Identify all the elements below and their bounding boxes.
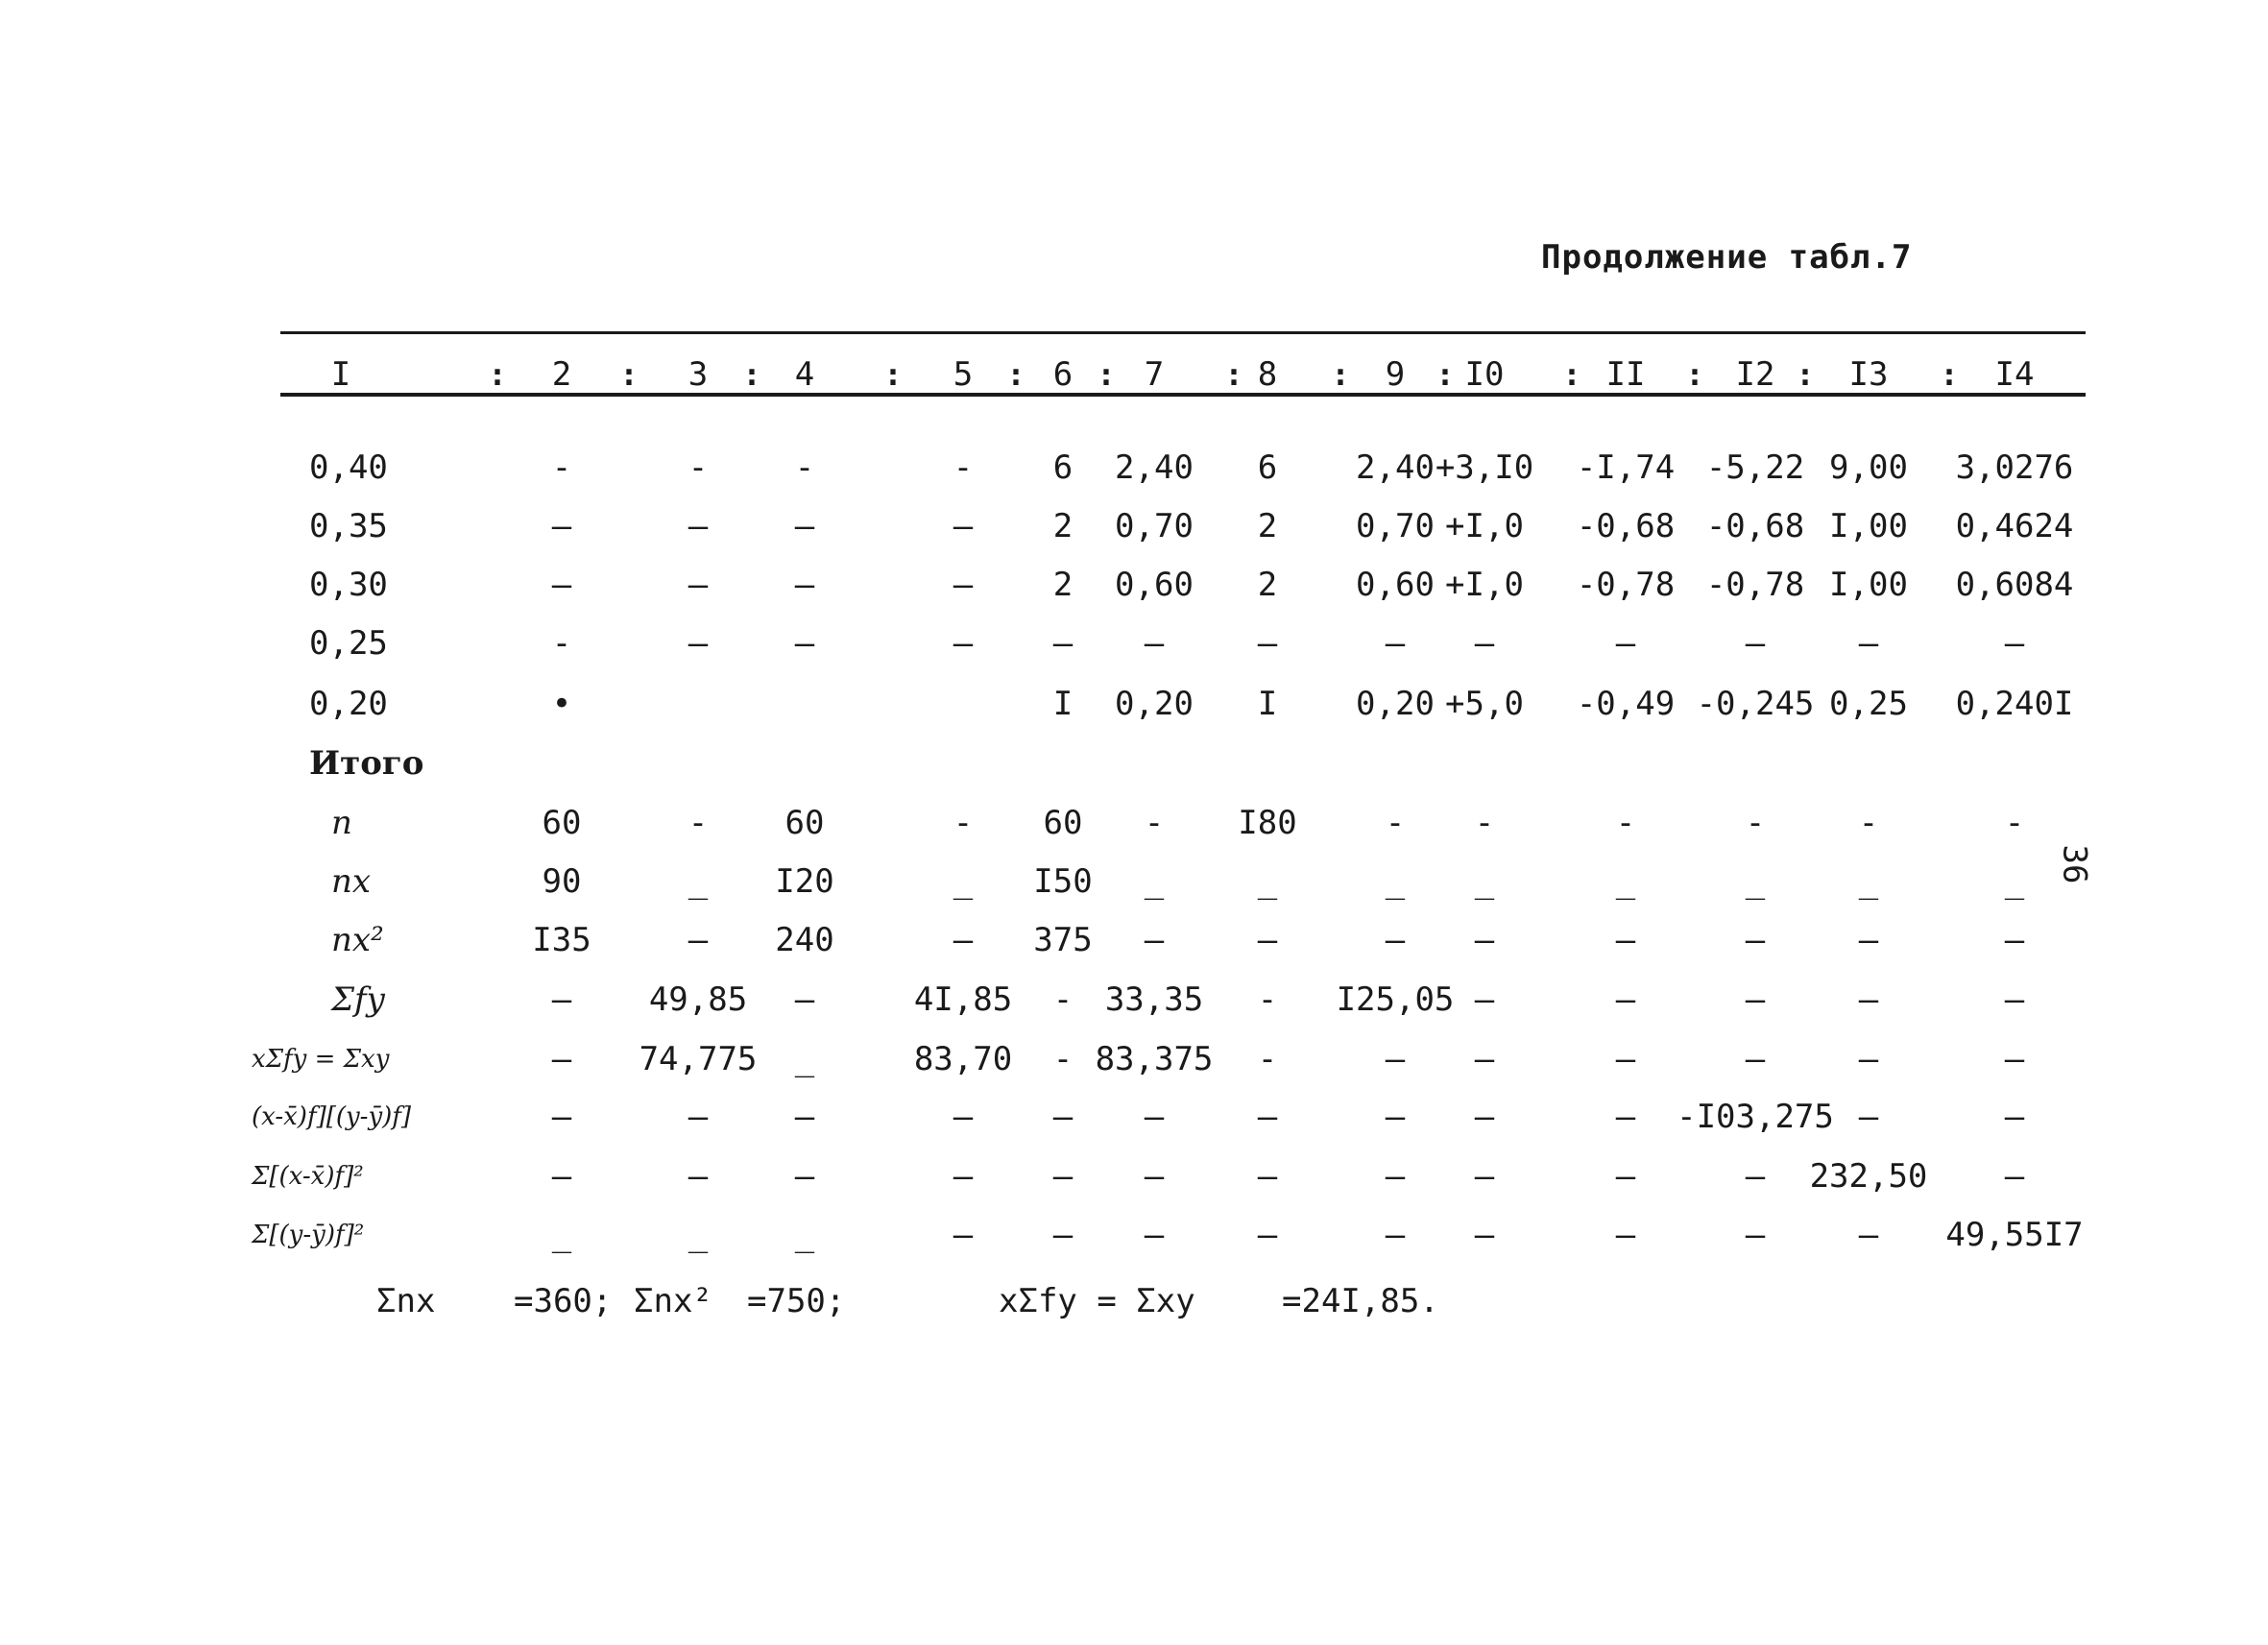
table-cell: 74,775 (639, 1040, 758, 1078)
table-cell: – (551, 1157, 572, 1196)
column-separator: : (1796, 356, 1815, 393)
footer-sum-xy-value: =24I,85. (1282, 1282, 1439, 1320)
header-cell: 4 (794, 355, 815, 394)
table-cell: I (1052, 685, 1074, 723)
column-separator: : (742, 356, 761, 393)
table-cell: – (1745, 1157, 1766, 1196)
table-cell: – (1385, 1040, 1406, 1078)
row-label: nx² (331, 921, 384, 959)
table-cell: +I,0 (1445, 566, 1524, 604)
table-cell: - (688, 448, 709, 487)
table-cell: - (551, 448, 572, 487)
table-cell: -I,74 (1576, 448, 1676, 487)
table-cell: -0,245 (1696, 685, 1815, 723)
table-cell: - (1257, 980, 1278, 1019)
table-cell: — (1474, 1040, 1495, 1078)
footer-sum-nx-label: Σnx (376, 1282, 436, 1320)
table-cell: — (1474, 921, 1495, 959)
row-label: Σ[(x-x̄)f]² (252, 1162, 364, 1191)
table-cell: I25,05 (1336, 980, 1455, 1019)
table-cell: — (1745, 980, 1766, 1019)
table-cell: 0,60 (1115, 566, 1194, 604)
table-cell: – (1257, 1216, 1278, 1254)
table-cell: — (1144, 1098, 1165, 1136)
table-cell: – (1474, 1157, 1495, 1196)
table-cell: — (1858, 624, 1879, 663)
table-cell: I,00 (1829, 566, 1908, 604)
table-cell: - (1257, 1040, 1278, 1078)
table-cell: – (1257, 1157, 1278, 1196)
table-cell: – (551, 1098, 572, 1136)
table-cell: 60 (1043, 804, 1083, 842)
header-cell: I0 (1464, 355, 1505, 394)
table-cell: - (2004, 804, 2025, 842)
row-label: 0,30 (309, 566, 388, 604)
table-cell: 0,240I (1955, 685, 2074, 723)
header-cell: 5 (953, 355, 974, 394)
table-cell: 0,20 (1115, 685, 1194, 723)
table-cell: – (1052, 1216, 1074, 1254)
table-cell: _ (1858, 862, 1879, 901)
table-cell: 0,6084 (1955, 566, 2074, 604)
table-cell: — (1858, 1040, 1879, 1078)
header-cell: I3 (1848, 355, 1889, 394)
table-cell: – (1144, 1216, 1165, 1254)
table-cell: – (953, 1157, 974, 1196)
table-cell: - (1858, 804, 1879, 842)
table-cell: +I,0 (1445, 507, 1524, 545)
table-cell: 6 (1257, 448, 1278, 487)
header-cell: 3 (688, 355, 709, 394)
header-cell: 8 (1257, 355, 1278, 394)
table-cell: – (953, 1216, 974, 1254)
table-cell: _ (794, 1040, 815, 1078)
table-cell: – (2004, 1098, 2025, 1136)
table-cell: — (1745, 624, 1766, 663)
table-cell: _ (794, 1216, 815, 1254)
header-cell: I2 (1735, 355, 1775, 394)
row-label: (x-x̄)f][(y-ȳ)f] (252, 1102, 412, 1131)
table-cell: — (1858, 1098, 1879, 1136)
page-number: 36 (2055, 844, 2094, 884)
table-cell: 232,50 (1809, 1157, 1928, 1196)
table-cell: – (794, 1098, 815, 1136)
table-cell: – (794, 1157, 815, 1196)
table-cell: 375 (1033, 921, 1093, 959)
header-cell: 2 (551, 355, 572, 394)
table-cell: _ (688, 1216, 709, 1254)
table-cell: 49,85 (648, 980, 748, 1019)
table-cell: — (1144, 921, 1165, 959)
row-label: xΣfy = Σxy (252, 1045, 390, 1074)
table-cell: — (2004, 1040, 2025, 1078)
table-cell: +5,0 (1445, 685, 1524, 723)
column-separator: : (1562, 356, 1581, 393)
table-caption: Продолжение табл.7 (1541, 238, 1913, 277)
table-cell: - (1052, 1040, 1074, 1078)
table-cell: — (1052, 624, 1074, 663)
table-cell: — (688, 566, 709, 604)
table-cell: _ (688, 862, 709, 901)
table-cell: 3,0276 (1955, 448, 2074, 487)
column-separator: : (488, 356, 507, 393)
table-cell: +3,I0 (1435, 448, 1534, 487)
table-cell: — (1385, 921, 1406, 959)
table-cell: – (1385, 1098, 1406, 1136)
table-cell: 9,00 (1829, 448, 1908, 487)
table-cell: I20 (775, 862, 834, 901)
table-cell: 2 (1257, 507, 1278, 545)
row-label: nx (331, 862, 372, 901)
table-cell: — (1858, 980, 1879, 1019)
table-cell: 49,55I7 (1945, 1216, 2084, 1254)
table-cell: - (794, 448, 815, 487)
table-cell: 90 (542, 862, 582, 901)
row-label: Σ[(y-ȳ)f]² (252, 1221, 365, 1249)
row-label: Σfy (331, 980, 385, 1019)
table-cell: - (1385, 804, 1406, 842)
table-cell: -5,22 (1705, 448, 1805, 487)
table-cell: – (794, 566, 815, 604)
table-cell: — (2004, 980, 2025, 1019)
column-separator: : (1097, 356, 1116, 393)
table-cell: – (1615, 1098, 1636, 1136)
table-cell: — (688, 624, 709, 663)
table-cell: 0,20 (1356, 685, 1435, 723)
header-cell: II (1605, 355, 1646, 394)
table-cell: 83,375 (1095, 1040, 1214, 1078)
table-top-rule (280, 331, 2086, 334)
header-cell: 7 (1144, 355, 1165, 394)
table-cell: - (1474, 804, 1495, 842)
table-cell: — (1858, 921, 1879, 959)
table-cell: - (1745, 804, 1766, 842)
table-cell: – (1144, 1157, 1165, 1196)
table-cell: – (1144, 624, 1165, 663)
table-cell: — (1052, 1098, 1074, 1136)
table-cell: – (688, 1157, 709, 1196)
table-cell: — (1257, 624, 1278, 663)
table-cell: _ (1385, 862, 1406, 901)
table-cell: — (1615, 1040, 1636, 1078)
table-cell: – (1474, 1216, 1495, 1254)
table-cell: – (551, 566, 572, 604)
table-cell: – (953, 566, 974, 604)
table-cell: — (1257, 921, 1278, 959)
table-cell: — (1474, 624, 1495, 663)
row-label: Итого (309, 744, 424, 783)
table-cell: — (1615, 980, 1636, 1019)
table-cell: I35 (532, 921, 591, 959)
table-cell: 6 (1052, 448, 1074, 487)
table-cell: 2 (1257, 566, 1278, 604)
table-cell: - (953, 448, 974, 487)
column-separator: : (1685, 356, 1704, 393)
table-cell: — (1745, 921, 1766, 959)
table-cell: — (1474, 1098, 1495, 1136)
table-cell: I80 (1238, 804, 1297, 842)
table-cell: 2,40 (1115, 448, 1194, 487)
table-cell: – (1615, 1157, 1636, 1196)
table-cell: -0,78 (1705, 566, 1805, 604)
header-cell: I4 (1994, 355, 2035, 394)
table-cell: 0,70 (1356, 507, 1435, 545)
table-cell: - (551, 624, 572, 663)
table-cell: – (688, 1098, 709, 1136)
table-cell: — (2004, 624, 2025, 663)
table-cell: – (1745, 1216, 1766, 1254)
table-cell: _ (1745, 862, 1766, 901)
column-separator: : (1331, 356, 1350, 393)
header-cell: 6 (1052, 355, 1074, 394)
table-cell: I (1257, 685, 1278, 723)
table-cell: - (953, 804, 974, 842)
table-cell: 4I,85 (913, 980, 1013, 1019)
table-cell: – (1052, 1157, 1074, 1196)
table-cell: – (1385, 1157, 1406, 1196)
row-label: 0,20 (309, 685, 388, 723)
table-cell: – (1615, 1216, 1636, 1254)
table-cell: 0,4624 (1955, 507, 2074, 545)
table-cell: 240 (775, 921, 834, 959)
table-cell: – (1257, 1098, 1278, 1136)
table-cell: – (551, 980, 572, 1019)
table-cell: – (953, 921, 974, 959)
table-cell: – (953, 1098, 974, 1136)
table-cell: — (1385, 624, 1406, 663)
table-cell: 2 (1052, 566, 1074, 604)
table-cell: 0,60 (1356, 566, 1435, 604)
row-label: 0,25 (309, 624, 388, 663)
row-label: 0,40 (309, 448, 388, 487)
table-cell: — (1858, 1216, 1879, 1254)
table-cell: – (794, 624, 815, 663)
row-label: 0,35 (309, 507, 388, 545)
column-separator: : (1436, 356, 1455, 393)
column-separator: : (1940, 356, 1959, 393)
header-cell: 9 (1385, 355, 1406, 394)
table-cell: 2 (1052, 507, 1074, 545)
footer-sum-xy-label: xΣfy = Σxy (999, 1282, 1195, 1320)
table-cell: -0,68 (1705, 507, 1805, 545)
row-label: n (331, 804, 352, 842)
table-cell: I,00 (1829, 507, 1908, 545)
table-cell: 0,25 (1829, 685, 1908, 723)
table-cell: – (1615, 624, 1636, 663)
column-separator: : (619, 356, 639, 393)
table-cell: _ (1474, 862, 1495, 901)
table-cell: - (688, 804, 709, 842)
table-cell: - (1052, 980, 1074, 1019)
table-cell: 60 (542, 804, 582, 842)
header-cell: I (330, 355, 351, 394)
table-cell: – (551, 1040, 572, 1078)
table-cell: -0,49 (1576, 685, 1676, 723)
table-cell: – (551, 507, 572, 545)
footer-sum-nx2-label: Σnx² (634, 1282, 712, 1320)
table-cell: – (688, 507, 709, 545)
table-cell: 2,40 (1356, 448, 1435, 487)
table-cell: • (551, 685, 572, 723)
table-cell: _ (1144, 862, 1165, 901)
table-cell: – (953, 507, 974, 545)
table-cell: 60 (784, 804, 825, 842)
table-cell: _ (1615, 862, 1636, 901)
footer-sum-nx2-value: =750; (747, 1282, 846, 1320)
table-cell: 33,35 (1104, 980, 1204, 1019)
table-cell: – (2004, 1157, 2025, 1196)
table-cell: — (1615, 921, 1636, 959)
table-cell: -0,68 (1576, 507, 1676, 545)
table-cell: _ (1257, 862, 1278, 901)
table-cell: — (2004, 921, 2025, 959)
table-cell: _ (551, 1216, 572, 1254)
table-cell: – (1385, 1216, 1406, 1254)
column-separator: : (1006, 356, 1025, 393)
table-cell: -I03,275 (1677, 1098, 1834, 1136)
table-cell: I50 (1033, 862, 1093, 901)
table-cell: - (1615, 804, 1636, 842)
table-cell: _ (2004, 862, 2025, 901)
table-cell: 83,70 (913, 1040, 1013, 1078)
column-separator: : (1224, 356, 1243, 393)
table-cell: – (794, 507, 815, 545)
table-cell: – (794, 980, 815, 1019)
footer-sum-nx-value: =360; (514, 1282, 613, 1320)
table-cell: - (1144, 804, 1165, 842)
table-cell: — (1745, 1040, 1766, 1078)
table-cell: — (1474, 980, 1495, 1019)
table-cell: – (953, 624, 974, 663)
table-cell: -0,78 (1576, 566, 1676, 604)
table-cell: _ (953, 862, 974, 901)
column-separator: : (883, 356, 903, 393)
table-cell: – (688, 921, 709, 959)
table-cell: 0,70 (1115, 507, 1194, 545)
